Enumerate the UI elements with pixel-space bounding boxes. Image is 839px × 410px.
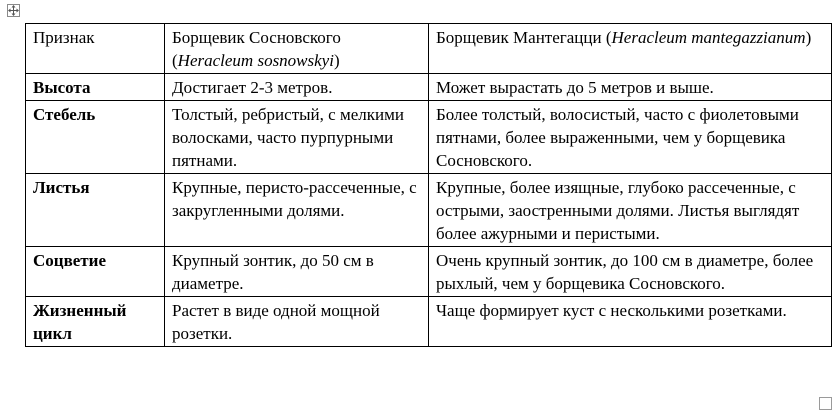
- table-row: [26, 74, 832, 101]
- table-row: [26, 101, 832, 174]
- header-cell-feature[interactable]: [26, 24, 165, 74]
- table-row: [26, 247, 832, 297]
- header-sosnowskyi-close: ): [333, 51, 340, 70]
- row-mantegazzianum-cell[interactable]: Крупные, более изящные, глубоко рассеченные, с острыми, заостренными долями. Листья выглядят более ажурными и перистыми.: [429, 174, 832, 247]
- row-feature-cell[interactable]: Жизненный цикл: [26, 297, 165, 347]
- row-sosnowskyi-cell[interactable]: Растет в виде одной мощной розетки.: [165, 297, 429, 347]
- row-feature-cell[interactable]: Стебель: [26, 101, 165, 174]
- row-mantegazzianum-cell[interactable]: Чаще формирует куст с несколькими розетками.: [429, 297, 832, 347]
- header-sosnowskyi-latin: Heracleum sosnowskyi: [177, 51, 334, 70]
- row-mantegazzianum-cell[interactable]: Более толстый, волосистый, часто с фиолетовыми пятнами, более выраженными, чем у борщевика Сосновского.: [429, 101, 832, 174]
- row-sosnowskyi-cell[interactable]: Крупные, перисто-рассеченные, с закругленными долями.: [165, 174, 429, 247]
- row-feature-cell[interactable]: Высота: [26, 74, 165, 101]
- header-cell-mantegazzianum[interactable]: [429, 24, 832, 74]
- table-row: [26, 297, 832, 347]
- row-mantegazzianum-cell[interactable]: Может вырастать до 5 метров и выше.: [429, 74, 832, 101]
- row-sosnowskyi-cell[interactable]: Крупный зонтик, до 50 см в диаметре.: [165, 247, 429, 297]
- row-feature-cell[interactable]: Соцветие: [26, 247, 165, 297]
- row-mantegazzianum-cell[interactable]: Очень крупный зонтик, до 100 см в диаметре, более рыхлый, чем у борщевика Сосновского.: [429, 247, 832, 297]
- table-resize-handle[interactable]: [819, 397, 832, 410]
- table-row: [26, 174, 832, 247]
- table-move-handle[interactable]: [7, 4, 20, 17]
- header-sosnowskyi-name: Борщевик Сосновского (: [172, 28, 341, 70]
- header-feature-text: Признак: [33, 28, 95, 47]
- row-sosnowskyi-cell[interactable]: Толстый, ребристый, с мелкими волосками, часто пурпурными пятнами.: [165, 101, 429, 174]
- comparison-table: [25, 23, 832, 347]
- row-feature-cell[interactable]: Листья: [26, 174, 165, 247]
- header-mantegazzianum-name: Борщевик Мантегацци (: [436, 28, 612, 47]
- table-header-row: [26, 24, 832, 74]
- four-way-arrow-icon: [8, 5, 19, 16]
- header-mantegazzianum-close: ): [805, 28, 812, 47]
- header-mantegazzianum-latin: Heracleum mantegazzianum: [611, 28, 806, 47]
- header-cell-sosnowskyi[interactable]: [165, 24, 429, 74]
- row-sosnowskyi-cell[interactable]: Достигает 2-3 метров.: [165, 74, 429, 101]
